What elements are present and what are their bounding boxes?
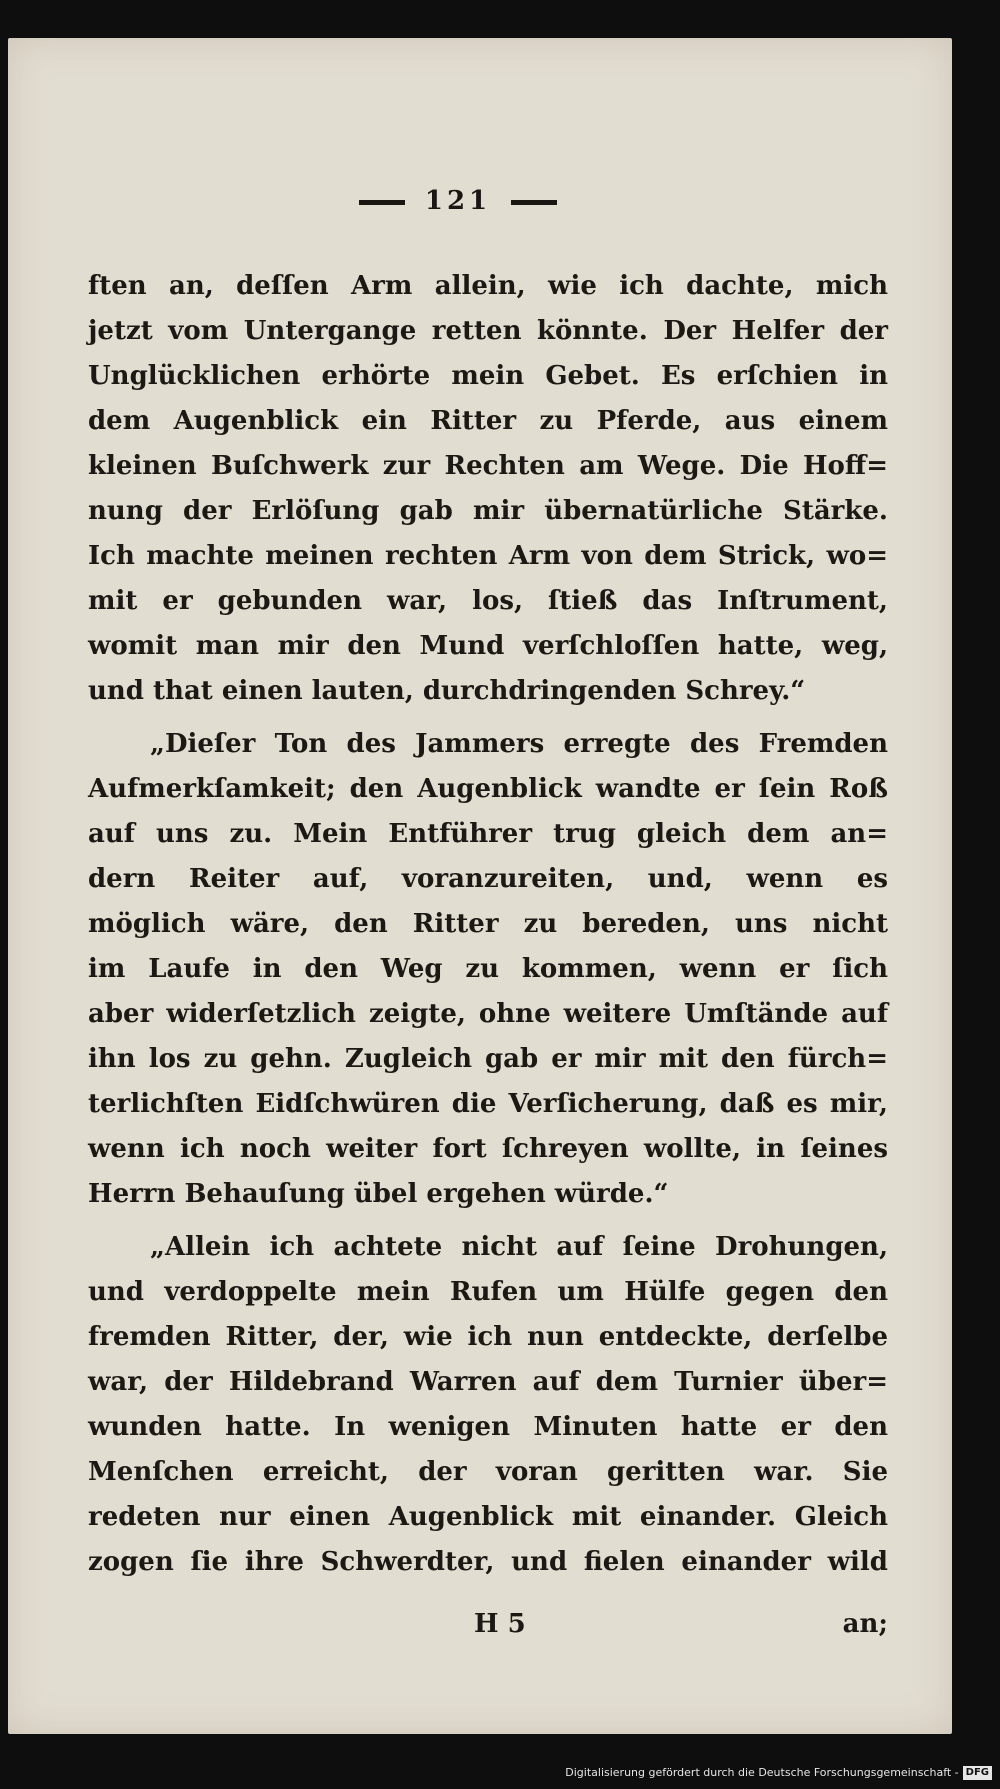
text-line: fremden Ritter, der, wie ich nun entdeckte, derſelbe [88,1322,888,1352]
text-line: auf uns zu. Mein Entführer trug gleich dem an= [88,819,888,849]
text-line: redeten nur einen Augenblick mit einander. Gleich [88,1502,888,1532]
text-line: „Allein ich achtete nicht auf ſeine Drohungen, [150,1232,888,1262]
text-line: terlichſten Eidſchwüren die Verſicherung, daß es mir, [88,1089,888,1119]
text-line: und verdoppelte mein Rufen um Hülfe gegen den [88,1277,888,1307]
page-footer [88,1602,888,1647]
text-line: nung der Erlöſung gab mir übernatürliche Stärke. [88,496,888,526]
dfg-logo: DFG [963,1766,992,1780]
text-line: dem Augenblick ein Ritter zu Pferde, aus einem [88,406,888,436]
credit-text: Digitalisierung gefördert durch die Deutsche Forschungsgemeinschaft - [565,1766,959,1779]
text-line: dern Reiter auf, voranzureiten, und, wenn es [88,864,888,894]
text-line: „Dieſer Ton des Jammers erregte des Fremden [150,729,888,759]
text-line: jetzt vom Untergange retten könnte. Der Helfer der [88,316,888,346]
header-dash-right [511,200,557,205]
text-line: wenn ich noch weiter fort ſchreyen wollte, in ſeines [88,1134,888,1164]
text-line: kleinen Buſchwerk zur Rechten am Wege. Die Hoff= [88,451,888,481]
text-line: im Laufe in den Weg zu kommen, wenn er ſich [88,954,888,984]
text-line: mit er gebunden war, los, ſtieß das Inſtrument, [88,586,888,616]
book-page [8,38,952,1734]
signature-mark: H 5 [474,1609,526,1639]
text-line: aber widerſetzlich zeigte, ohne weitere Umſtände auf [88,999,888,1029]
text-line: zogen ſie ihre Schwerdter, und fielen einander wild [88,1547,888,1577]
text-line: ihn los zu gehn. Zugleich gab er mir mit den fürch= [88,1044,888,1074]
text-line: Ich machte meinen rechten Arm von dem Strick, wo= [88,541,888,571]
catchword: an; [842,1609,888,1639]
text-line: Herrn Behauſung übel ergehen würde.“ [88,1179,669,1209]
page-number: 121 [424,186,492,216]
text-line: war, der Hildebrand Warren auf dem Turnier über= [88,1367,888,1397]
text-line: Aufmerkſamkeit; den Augenblick wandte er ſein Roß [88,774,888,804]
text-line: womit man mir den Mund verſchloſſen hatte, weg, [88,631,888,661]
header-dash-left [359,200,405,205]
text-line: wunden hatte. In wenigen Minuten hatte er den [88,1412,888,1442]
digitization-credit [565,1764,992,1782]
text-line: möglich wäre, den Ritter zu bereden, uns nicht [88,909,888,939]
page-header [8,186,908,216]
body-text [88,264,888,1585]
text-line: und that einen lauten, durchdringenden Schrey.“ [88,676,806,706]
text-line: ften an, deſſen Arm allein, wie ich dachte, mich [88,271,888,301]
text-line: Unglücklichen erhörte mein Gebet. Es erſchien in [88,361,888,391]
text-line: Menſchen erreicht, der voran geritten war. Sie [88,1457,888,1487]
